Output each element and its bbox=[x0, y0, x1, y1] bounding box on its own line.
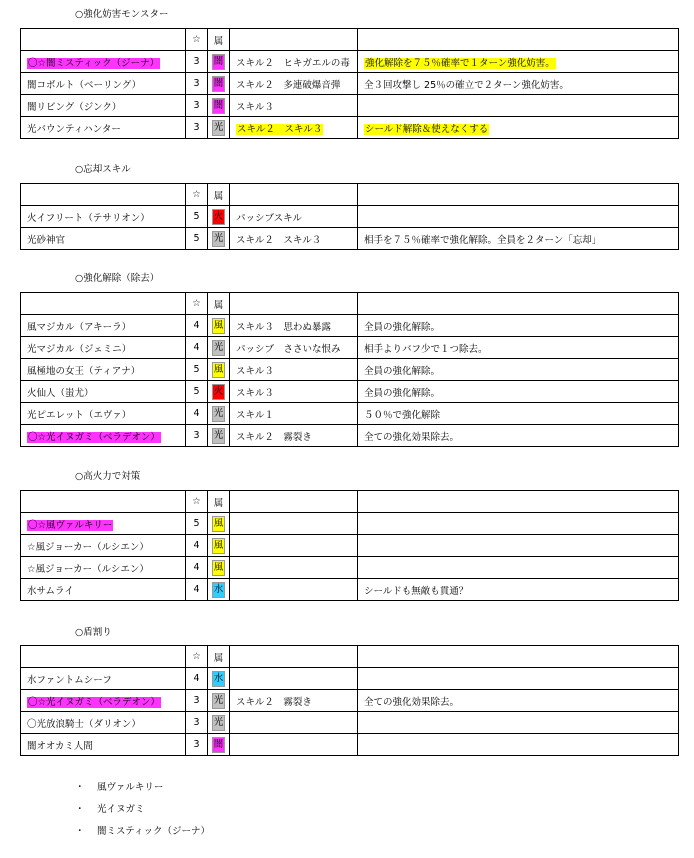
cell-star-rating: 4 bbox=[186, 403, 208, 425]
monster-table bbox=[20, 490, 679, 601]
skill-text: スキル２ 霧裂き bbox=[236, 696, 312, 708]
cell-note bbox=[358, 51, 679, 73]
cell-name bbox=[21, 734, 186, 756]
cell-skill bbox=[230, 337, 358, 359]
cell-star-rating: 3 bbox=[186, 425, 208, 447]
cell-star-rating: 3 bbox=[186, 95, 208, 117]
cell-attribute bbox=[208, 425, 230, 447]
cell-name bbox=[21, 95, 186, 117]
monster-name: 〇☆光イヌガミ（ベラデオン） bbox=[28, 431, 160, 443]
note-text: 全ての強化効果除去。 bbox=[364, 431, 460, 443]
cell-attribute bbox=[208, 403, 230, 425]
header-cell bbox=[21, 646, 186, 668]
note-text: 全員の強化解除。 bbox=[364, 365, 441, 377]
table-row bbox=[21, 95, 679, 117]
table-row bbox=[21, 228, 679, 250]
header-cell bbox=[21, 184, 186, 206]
skill-text: パッシブ ささいな恨み bbox=[236, 343, 341, 355]
cell-attribute bbox=[208, 359, 230, 381]
cell-attribute bbox=[208, 381, 230, 403]
cell-note bbox=[358, 403, 679, 425]
cell-star-rating: 5 bbox=[186, 228, 208, 250]
attribute-badge: 光 bbox=[212, 693, 226, 709]
cell-attribute bbox=[208, 117, 230, 139]
table-row bbox=[21, 712, 679, 734]
skill-text: スキル１ bbox=[236, 409, 274, 421]
monster-name: 水ファントムシーフ bbox=[27, 674, 112, 686]
cell-star-rating: 5 bbox=[186, 206, 208, 228]
cell-note bbox=[358, 117, 679, 139]
bullet-text: 風ヴァルキリー bbox=[97, 782, 164, 793]
skill-text: スキル２ 霧裂き bbox=[236, 431, 312, 443]
skill-text: スキル２ 多連破爆音弾 bbox=[236, 79, 341, 91]
cell-name bbox=[21, 206, 186, 228]
attribute-badge: 火 bbox=[212, 384, 226, 400]
attribute-badge: 闇 bbox=[212, 54, 226, 70]
cell-note bbox=[358, 337, 679, 359]
attribute-badge: 闇 bbox=[212, 737, 226, 753]
cell-name bbox=[21, 73, 186, 95]
cell-attribute bbox=[208, 51, 230, 73]
bullet-mark: ・ bbox=[75, 826, 85, 837]
cell-note bbox=[358, 425, 679, 447]
cell-star-rating: 3 bbox=[186, 51, 208, 73]
cell-skill bbox=[230, 712, 358, 734]
monster-name: 〇光放浪騎士（ダリオン） bbox=[27, 718, 141, 730]
cell-star-rating: 4 bbox=[186, 337, 208, 359]
cell-attribute bbox=[208, 513, 230, 535]
monster-name: 光砂神官 bbox=[27, 234, 66, 246]
cell-attribute bbox=[208, 337, 230, 359]
cell-note bbox=[358, 95, 679, 117]
cell-name bbox=[21, 51, 186, 73]
cell-note bbox=[358, 535, 679, 557]
cell-skill bbox=[230, 734, 358, 756]
table-row bbox=[21, 381, 679, 403]
cell-note bbox=[358, 690, 679, 712]
cell-star-rating: 4 bbox=[186, 535, 208, 557]
monster-name: ☆風ジョーカー（ルシエン） bbox=[27, 563, 149, 575]
skill-text: スキル３ bbox=[236, 101, 274, 113]
cell-star-rating: 3 bbox=[186, 734, 208, 756]
cell-note bbox=[358, 557, 679, 579]
header-star: ☆ bbox=[186, 293, 208, 315]
header-cell bbox=[230, 293, 358, 315]
cell-attribute bbox=[208, 95, 230, 117]
table-row bbox=[21, 425, 679, 447]
header-cell bbox=[21, 491, 186, 513]
cell-attribute bbox=[208, 315, 230, 337]
monster-table bbox=[20, 292, 679, 447]
cell-attribute bbox=[208, 712, 230, 734]
attribute-badge: 風 bbox=[212, 560, 226, 576]
attribute-badge: 光 bbox=[212, 715, 226, 731]
cell-skill bbox=[230, 381, 358, 403]
cell-name bbox=[21, 557, 186, 579]
cell-name bbox=[21, 712, 186, 734]
monster-name: 光バウンティハンター bbox=[27, 123, 121, 135]
attribute-badge: 光 bbox=[212, 428, 226, 444]
attribute-badge: 風 bbox=[212, 318, 226, 334]
cell-star-rating: 3 bbox=[186, 73, 208, 95]
cell-attribute bbox=[208, 535, 230, 557]
cell-name bbox=[21, 381, 186, 403]
bullet-mark: ・ bbox=[75, 782, 85, 793]
header-attribute: 属 bbox=[208, 293, 230, 315]
skill-text: スキル３ bbox=[236, 387, 274, 399]
monster-table bbox=[20, 645, 679, 756]
cell-note bbox=[358, 315, 679, 337]
monster-name: 光マジカル（ジェミニ） bbox=[27, 343, 132, 355]
table-row bbox=[21, 690, 679, 712]
cell-skill bbox=[230, 403, 358, 425]
table-row bbox=[21, 734, 679, 756]
table-row bbox=[21, 206, 679, 228]
cell-name bbox=[21, 337, 186, 359]
attribute-badge: 光 bbox=[212, 231, 226, 247]
cell-attribute bbox=[208, 73, 230, 95]
header-attribute: 属 bbox=[208, 29, 230, 51]
cell-attribute bbox=[208, 668, 230, 690]
header-cell bbox=[358, 491, 679, 513]
cell-skill bbox=[230, 668, 358, 690]
section-title: ○高火力で対策 bbox=[75, 471, 141, 482]
bullet-item bbox=[75, 777, 210, 799]
skill-text: スキル２ スキル３ bbox=[236, 234, 322, 246]
cell-name bbox=[21, 579, 186, 601]
bullet-item bbox=[75, 799, 210, 821]
cell-attribute bbox=[208, 690, 230, 712]
cell-skill bbox=[230, 228, 358, 250]
cell-note bbox=[358, 712, 679, 734]
skill-text: パッシブスキル bbox=[236, 212, 303, 224]
cell-star-rating: 3 bbox=[186, 117, 208, 139]
table-row bbox=[21, 579, 679, 601]
table-row bbox=[21, 557, 679, 579]
cell-skill bbox=[230, 73, 358, 95]
attribute-badge: 風 bbox=[212, 362, 226, 378]
attribute-badge: 闇 bbox=[212, 76, 226, 92]
cell-note bbox=[358, 206, 679, 228]
header-attribute: 属 bbox=[208, 184, 230, 206]
cell-note bbox=[358, 513, 679, 535]
header-cell bbox=[230, 491, 358, 513]
cell-skill bbox=[230, 206, 358, 228]
cell-attribute bbox=[208, 206, 230, 228]
cell-star-rating: 4 bbox=[186, 557, 208, 579]
monster-name: 〇☆風ヴァルキリー bbox=[28, 519, 113, 531]
table-header-row bbox=[21, 293, 679, 315]
cell-attribute bbox=[208, 579, 230, 601]
table-row bbox=[21, 51, 679, 73]
table-header-row bbox=[21, 646, 679, 668]
header-star: ☆ bbox=[186, 184, 208, 206]
table-row bbox=[21, 668, 679, 690]
monster-name: 風マジカル（アキーラ） bbox=[27, 321, 132, 333]
cell-name bbox=[21, 117, 186, 139]
cell-star-rating: 5 bbox=[186, 381, 208, 403]
header-cell bbox=[358, 29, 679, 51]
cell-skill bbox=[230, 315, 358, 337]
note-text: シールドも無敵も貫通？ bbox=[364, 585, 469, 597]
section-title: ○忘却スキル bbox=[75, 164, 131, 175]
cell-name bbox=[21, 228, 186, 250]
cell-name bbox=[21, 315, 186, 337]
bullet-text: 光イヌガミ bbox=[97, 804, 145, 815]
monster-name: 火仙人（蚩尤） bbox=[27, 387, 94, 399]
monster-name: 〇☆光イヌガミ（ベラデオン） bbox=[28, 696, 160, 708]
monster-table bbox=[20, 183, 679, 250]
monster-name: 闇オオカミ人間 bbox=[27, 740, 93, 752]
cell-name bbox=[21, 690, 186, 712]
skill-text: スキル２ ヒキガエルの毒 bbox=[236, 57, 350, 69]
monster-name: ☆風ジョーカー（ルシエン） bbox=[27, 541, 149, 553]
cell-star-rating: 4 bbox=[186, 668, 208, 690]
cell-note bbox=[358, 734, 679, 756]
cell-note bbox=[358, 73, 679, 95]
skill-text: スキル３ bbox=[236, 365, 274, 377]
monster-name: 風極地の女王（ティアナ） bbox=[27, 365, 141, 377]
monster-name: 火イフリート（テサリオン） bbox=[27, 212, 150, 224]
monster-name: 闇リビング（ジンク） bbox=[27, 101, 122, 113]
section-title: ○盾割り bbox=[75, 627, 112, 638]
cell-star-rating: 4 bbox=[186, 315, 208, 337]
header-cell bbox=[230, 29, 358, 51]
bullet-item bbox=[75, 821, 210, 843]
cell-skill bbox=[230, 359, 358, 381]
cell-skill bbox=[230, 513, 358, 535]
note-text: 強化解除を７５％確率で１ターン強化妨害。 bbox=[365, 57, 555, 69]
attribute-badge: 光 bbox=[212, 340, 226, 356]
table-header-row bbox=[21, 184, 679, 206]
note-text: 全員の強化解除。 bbox=[364, 321, 441, 333]
bullet-mark: ・ bbox=[75, 804, 85, 815]
table-row bbox=[21, 535, 679, 557]
section-title: ○強化解除（除去） bbox=[75, 273, 160, 284]
note-text: 全３回攻撃し 25％の確立で２ターン強化妨害。 bbox=[364, 79, 569, 91]
cell-attribute bbox=[208, 228, 230, 250]
cell-name bbox=[21, 359, 186, 381]
cell-note bbox=[358, 228, 679, 250]
cell-skill bbox=[230, 579, 358, 601]
cell-attribute bbox=[208, 734, 230, 756]
cell-star-rating: 5 bbox=[186, 513, 208, 535]
cell-skill bbox=[230, 51, 358, 73]
header-attribute: 属 bbox=[208, 646, 230, 668]
bullet-text: 闇ミスティック（ジーナ） bbox=[97, 826, 211, 837]
skill-text: スキル３ 思わぬ暴露 bbox=[236, 321, 331, 333]
cell-note bbox=[358, 668, 679, 690]
cell-skill bbox=[230, 535, 358, 557]
table-row bbox=[21, 359, 679, 381]
table-row bbox=[21, 403, 679, 425]
cell-skill bbox=[230, 557, 358, 579]
attribute-badge: 水 bbox=[212, 582, 226, 598]
cell-name bbox=[21, 403, 186, 425]
header-star: ☆ bbox=[186, 491, 208, 513]
attribute-badge: 闇 bbox=[212, 98, 226, 114]
cell-skill bbox=[230, 425, 358, 447]
cell-name bbox=[21, 535, 186, 557]
note-text: 全ての強化効果除去。 bbox=[364, 696, 460, 708]
cell-star-rating: 4 bbox=[186, 579, 208, 601]
header-attribute: 属 bbox=[208, 491, 230, 513]
note-text: 全員の強化解除。 bbox=[364, 387, 441, 399]
monster-table bbox=[20, 28, 679, 139]
note-text: 相手を７５％確率で強化解除。全員を２ターン「忘却」 bbox=[364, 234, 602, 246]
monster-name: 水サムライ bbox=[27, 585, 74, 597]
attribute-badge: 風 bbox=[212, 516, 226, 532]
cell-note bbox=[358, 359, 679, 381]
note-text: シールド解除＆使えなくする bbox=[365, 123, 489, 135]
monster-name: 光ピエレット（エヴァ） bbox=[27, 409, 132, 421]
attribute-badge: 火 bbox=[212, 209, 226, 225]
note-text: 相手よりバフ少で１つ除去。 bbox=[364, 343, 488, 355]
summary-bullet-list bbox=[75, 777, 210, 843]
monster-name: 闇コボルト（ベーリング） bbox=[27, 79, 142, 91]
note-text: ５０％で強化解除 bbox=[364, 409, 441, 421]
cell-star-rating: 3 bbox=[186, 712, 208, 734]
header-cell bbox=[358, 646, 679, 668]
header-star: ☆ bbox=[186, 29, 208, 51]
cell-note bbox=[358, 579, 679, 601]
table-row bbox=[21, 73, 679, 95]
skill-text: スキル２ スキル３ bbox=[237, 123, 323, 135]
cell-name bbox=[21, 425, 186, 447]
cell-skill bbox=[230, 95, 358, 117]
cell-note bbox=[358, 381, 679, 403]
header-cell bbox=[358, 293, 679, 315]
header-cell bbox=[358, 184, 679, 206]
header-cell bbox=[230, 646, 358, 668]
table-header-row bbox=[21, 29, 679, 51]
table-row bbox=[21, 315, 679, 337]
monster-name: 〇☆闇ミスティック（ジーナ） bbox=[28, 57, 160, 69]
attribute-badge: 光 bbox=[212, 120, 226, 136]
attribute-badge: 風 bbox=[212, 538, 226, 554]
table-header-row bbox=[21, 491, 679, 513]
cell-skill bbox=[230, 690, 358, 712]
table-row bbox=[21, 117, 679, 139]
section-title: ○強化妨害モンスター bbox=[75, 9, 169, 20]
header-cell bbox=[21, 29, 186, 51]
cell-star-rating: 3 bbox=[186, 690, 208, 712]
cell-star-rating: 5 bbox=[186, 359, 208, 381]
table-row bbox=[21, 337, 679, 359]
header-cell bbox=[21, 293, 186, 315]
header-cell bbox=[230, 184, 358, 206]
cell-name bbox=[21, 668, 186, 690]
table-row bbox=[21, 513, 679, 535]
attribute-badge: 水 bbox=[212, 671, 226, 687]
cell-attribute bbox=[208, 557, 230, 579]
cell-skill bbox=[230, 117, 358, 139]
header-star: ☆ bbox=[186, 646, 208, 668]
attribute-badge: 光 bbox=[212, 406, 226, 422]
cell-name bbox=[21, 513, 186, 535]
